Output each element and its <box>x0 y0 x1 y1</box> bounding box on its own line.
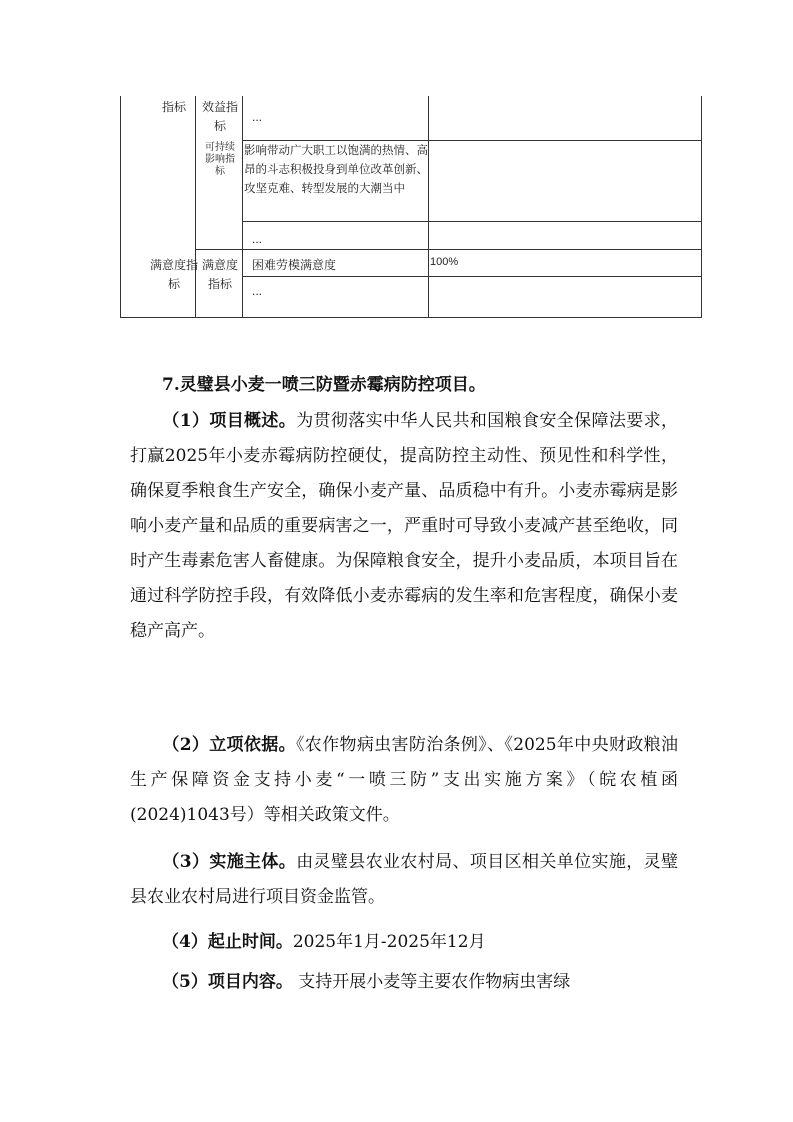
paragraph-content <box>130 965 678 1000</box>
table-border-left <box>120 96 121 318</box>
paragraph-basis-text: 《农作物病虫害防治条例》、《2025年中央财政粮油生产保障资金支持小麦“一喷三防”支出实施方案》（皖农植函(2024)1043号）等相关政策文件。 <box>130 735 678 825</box>
paragraph-content-text: 支持开展小麦等主要农作物病虫害绿 <box>292 972 571 992</box>
paragraph-basis <box>130 728 678 833</box>
paragraph-implementer-label: （3）实施主体。 <box>162 852 297 872</box>
indicator-table <box>120 96 702 318</box>
col2-label-satisfaction: 满意度指标 <box>202 258 239 291</box>
paragraph-overview-text: 为贯彻落实中华人民共和国粮食安全保障法要求，打赢2025年小麦赤霉病防控硬仗，提高防控主动性、预见性和科学性，确保夏季粮食生产安全，确保小麦产量、品质稳中有升。小麦赤霉病是影响小麦产量和品质的重要病害之一，严重时可导致小麦减产甚至绝收，同时产生毒素危害人畜健康。为保障粮食安全，提升小麦品质，本项目旨在通过科学防控手段，有效降低小麦赤霉病的发生率和危害程度，确保小麦稳产高产。 <box>130 411 678 641</box>
table-col-divider-3 <box>428 96 429 318</box>
table-col-divider-2 <box>242 96 243 318</box>
col2-label-benefit: 效益指标 <box>202 100 239 133</box>
col2-label-sustainable: 可持续影响指标 <box>205 142 235 177</box>
col1-label: 指标 <box>161 100 186 114</box>
section-heading: 7.灵璧县小麦一喷三防暨赤霉病防控项目。 <box>162 375 486 395</box>
row4-value: 100% <box>430 256 459 268</box>
paragraph-implementer <box>130 845 678 915</box>
table-border-right <box>701 96 702 318</box>
paragraph-period-text: 2025年1月-2025年12月 <box>292 932 486 952</box>
table-row-divider-2 <box>242 221 702 222</box>
paragraph-overview <box>130 404 678 649</box>
row3-content: ... <box>252 232 263 246</box>
paragraph-basis-label: （2）立项依据。 <box>162 735 296 755</box>
row2-content: 影响带动广大职工以饱满的热情、高昂的斗志积极投身到单位改革创新、攻坚克难、转型发展的大潮当中 <box>244 143 428 195</box>
row1-content: ... <box>252 110 263 124</box>
paragraph-overview-label: （1）项目概述。 <box>162 411 297 431</box>
col1-label-satisfaction: 满意度指标 <box>150 258 199 291</box>
row4-content: 困难劳模满意度 <box>252 258 337 272</box>
paragraph-period <box>130 925 678 960</box>
paragraph-implementer-text: 由灵璧县农业农村局、项目区相关单位实施，灵璧县农业农村局进行项目资金监管。 <box>130 852 678 907</box>
row5-content: ... <box>252 284 263 298</box>
table-border-bottom <box>120 317 702 318</box>
table-row-divider-3 <box>195 249 702 250</box>
table-row-divider-4 <box>242 276 702 277</box>
paragraph-content-label: （5）项目内容。 <box>162 972 293 992</box>
paragraph-period-label: （4）起止时间。 <box>162 932 293 952</box>
